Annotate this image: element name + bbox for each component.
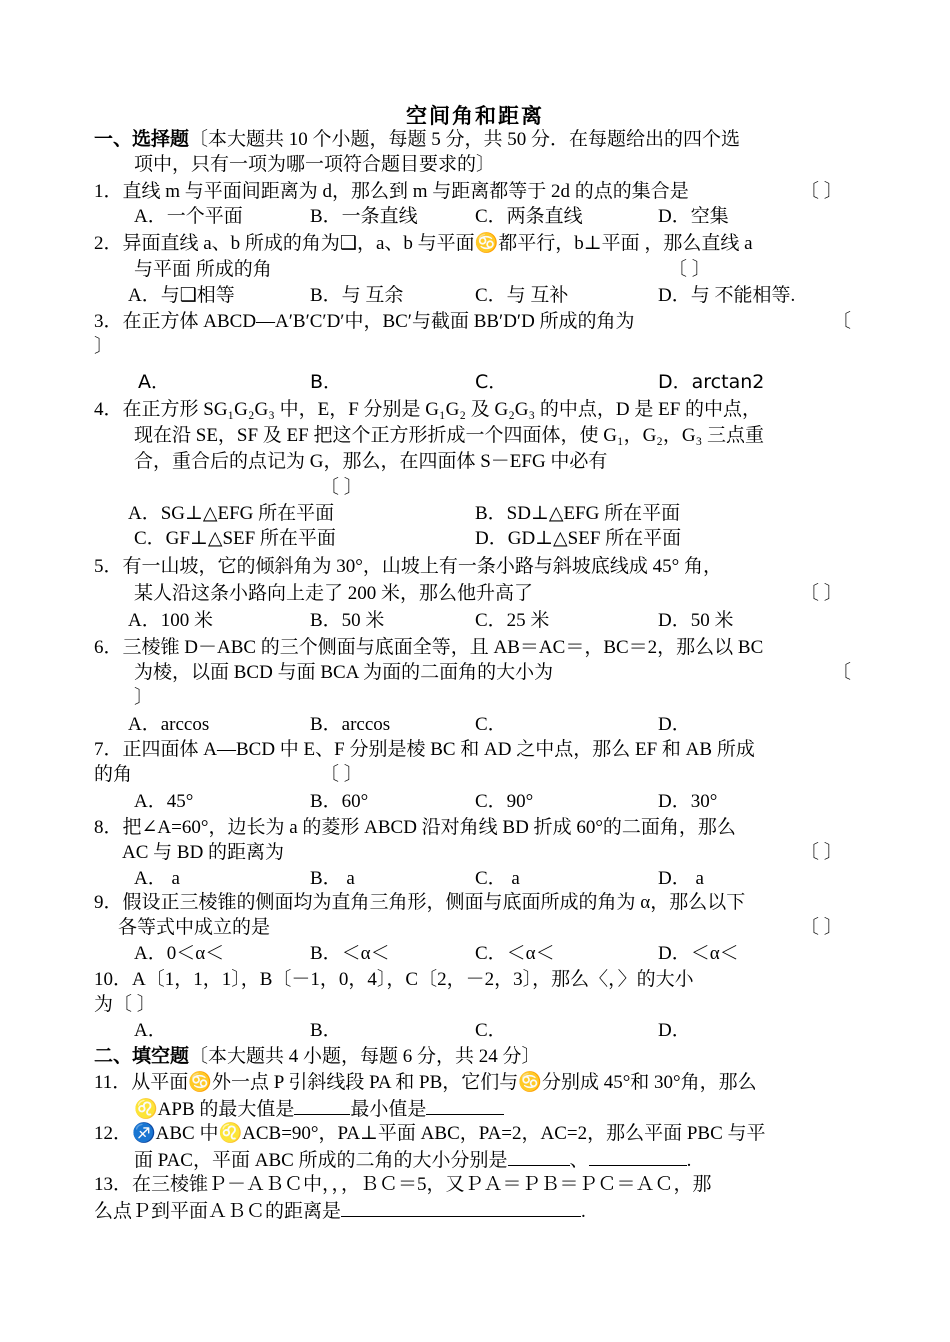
q9-option-a: A．0＜α＜ xyxy=(134,943,225,964)
section-1-desc: 〔本大题共 10 个小题，每题 5 分，共 50 分．在每题给出的四个选 xyxy=(189,129,741,150)
q5-bracket: 〔 〕 xyxy=(800,583,843,604)
q11-text-max: ♌APB 的最大值是 xyxy=(134,1099,295,1120)
q1-bracket: 〔 〕 xyxy=(800,181,843,202)
q12-sep: 、 xyxy=(569,1150,589,1171)
q7-option-d: D．30° xyxy=(658,791,718,812)
q9-line-1: 9．假设正三棱锥的侧面均为直角三角形，侧面与底面所成的角为 α，那么以下 xyxy=(94,892,746,913)
q6-option-a: A．arccos xyxy=(128,714,210,735)
q8-option-d: D． a xyxy=(658,868,704,889)
q8-bracket: 〔 〕 xyxy=(800,842,843,863)
q2-stem-1: 2．异面直线 a、b 所成的角为❑，a、b 与平面♋都平行，b⊥平面 ，那么直线 a xyxy=(94,233,753,254)
q9-option-d: D．＜α＜ xyxy=(658,943,739,964)
q10-line-2: 为〔 〕 xyxy=(94,994,156,1015)
q5-option-c: C．25 米 xyxy=(475,610,550,631)
q4-option-c: C．GF⊥△SEF 所在平面 xyxy=(134,528,336,549)
q5-line-2: 某人沿这条小路向上走了 200 米，那么他升高了 xyxy=(134,583,534,604)
q3-bracket-left: 〔 xyxy=(832,311,852,332)
q7-option-c: C．90° xyxy=(475,791,534,812)
q3-option-b: B． xyxy=(310,371,343,393)
page-title: 空间角和距离 xyxy=(406,104,544,128)
q2-option-d: D．与 不能相等. xyxy=(658,285,796,306)
q1-option-b: B．一条直线 xyxy=(310,206,418,227)
q13-text: 么点Ｐ到平面ＡＢＣ的距离是 xyxy=(94,1201,342,1222)
q7-option-b: B．60° xyxy=(310,791,369,812)
q1-stem: 1．直线 m 与平面间距离为 d，那么到 m 与距离都等于 2d 的点的集合是 xyxy=(94,181,689,202)
q12-end: . xyxy=(686,1150,692,1171)
q13-line-2 xyxy=(94,1198,586,1224)
q4-line-3: 合，重合后的点记为 G，那么，在四面体 S－EFG 中必有 xyxy=(134,451,608,472)
q8-option-a: A． a xyxy=(134,868,180,889)
section-1-desc-2: 项中，只有一项为哪一项符合题目要求的〕 xyxy=(134,154,496,175)
q3-option-a: A． xyxy=(138,371,170,393)
q13-end: . xyxy=(581,1201,586,1222)
section-1-header xyxy=(94,128,740,152)
q3-stem: 3．在正方体 ABCD—A′B′C′D′中，BC′与截面 BB′D′D 所成的角为 xyxy=(94,311,635,332)
q10-option-c: C． xyxy=(475,1020,507,1041)
q5-option-a: A．100 米 xyxy=(128,610,213,631)
q6-option-d: D． xyxy=(658,714,691,735)
q4-bracket: 〔 〕 xyxy=(320,477,363,498)
q10-option-d: D． xyxy=(658,1020,691,1041)
q12-line-2 xyxy=(134,1147,691,1173)
q1-option-d: D．空集 xyxy=(658,206,729,227)
q12-blank-2[interactable] xyxy=(589,1147,687,1166)
q9-option-c: C．＜α＜ xyxy=(475,943,555,964)
q3-option-d: D．arctan2 xyxy=(658,371,765,393)
q2-stem-2: 与平面 所成的角 xyxy=(134,259,272,280)
section-2-desc: 〔本大题共 4 小题，每题 6 分，共 24 分〕 xyxy=(189,1046,541,1067)
q10-line-1: 10．A〔1，1，1〕，B〔－1，0，4〕，C〔2，－2，3〕，那么〈，〉的大小 xyxy=(94,969,694,990)
q1-option-a: A．一个平面 xyxy=(134,206,243,227)
q4-option-a: A．SG⊥△EFG 所在平面 xyxy=(128,503,335,524)
q3-option-c: C． xyxy=(475,371,508,393)
q11-max-blank[interactable] xyxy=(294,1096,350,1115)
section-2-header xyxy=(94,1045,541,1069)
q6-line-2: 为棱，以面 BCD 与面 BCA 为面的二面角的大小为 xyxy=(134,662,554,683)
q5-line-1: 5．有一山坡，它的倾斜角为 30°，山坡上有一条小路与斜坡底线成 45° 角， xyxy=(94,556,722,577)
q4-option-b: B．SD⊥△EFG 所在平面 xyxy=(475,503,681,524)
q1-option-c: C．两条直线 xyxy=(475,206,583,227)
q9-bracket: 〔 〕 xyxy=(800,917,843,938)
q7-line-1: 7．正四面体 A—BCD 中 E、F 分别是棱 BC 和 AD 之中点，那么 EF 和 AB 所成 xyxy=(94,739,755,760)
q13-blank[interactable] xyxy=(341,1198,581,1217)
q10-option-b: B． xyxy=(310,1020,342,1041)
q2-bracket: 〔 〕 xyxy=(668,259,711,280)
q6-line-1: 6．三棱锥 D－ABC 的三个侧面与底面全等，且 AB＝AC＝，BC＝2，那么以 BC xyxy=(94,637,764,658)
q5-option-d: D．50 米 xyxy=(658,610,734,631)
q8-option-b: B． a xyxy=(310,868,355,889)
q7-option-a: A．45° xyxy=(134,791,194,812)
q4-line-2: 现在沿 SE，SF 及 EF 把这个正方形折成一个四面体，使 G₁，G₂，G₃ 三点重 xyxy=(134,425,765,446)
q8-option-c: C． a xyxy=(475,868,520,889)
q4-option-d: D．GD⊥△SEF 所在平面 xyxy=(475,528,682,549)
q8-line-2: AC 与 BD 的距离为 xyxy=(122,842,285,863)
q11-text-min: 最小值是 xyxy=(350,1099,427,1120)
q2-option-a: A．与❑相等 xyxy=(128,285,235,306)
section-1-head: 一、选择题 xyxy=(94,129,190,150)
q6-bracket-left: 〔 xyxy=(832,662,852,683)
q7-bracket: 〔 〕 xyxy=(320,764,363,785)
q7-line-2: 的角 xyxy=(94,764,133,785)
q13-line-1: 13．在三棱锥Ｐ－ＡＢＣ中，，，ＢＣ＝5，又ＰＡ＝ＰＢ＝ＰＣ＝ＡＣ，那 xyxy=(94,1174,712,1195)
q3-bracket-right: 〕 xyxy=(94,336,114,357)
q12-line-1: 12．♐ABC 中♌ACB=90°，PA⊥平面 ABC，PA=2，AC=2，那么平面 PBC 与平 xyxy=(94,1123,766,1144)
q11-line-2 xyxy=(134,1096,504,1122)
q12-blank-1[interactable] xyxy=(508,1147,570,1166)
section-2-head: 二、填空题 xyxy=(94,1046,190,1067)
q5-option-b: B．50 米 xyxy=(310,610,385,631)
q4-line-1: 4．在正方形 SG₁G₂G₃ 中，E，F 分别是 G₁G₂ 及 G₂G₃ 的中点，D 是 EF 的中点， xyxy=(94,399,762,420)
q6-option-b: B．arccos xyxy=(310,714,391,735)
q2-option-c: C．与 互补 xyxy=(475,285,569,306)
q9-option-b: B．＜α＜ xyxy=(310,943,390,964)
q11-line-1: 11．从平面♋外一点 P 引斜线段 PA 和 PB，它们与♋分别成 45°和 30°角，那么 xyxy=(94,1072,757,1093)
q2-option-b: B．与 互余 xyxy=(310,285,404,306)
q9-line-2: 各等式中成立的是 xyxy=(118,917,271,938)
q8-line-1: 8．把∠A=60°，边长为 a 的菱形 ABCD 沿对角线 BD 折成 60°的二面角，那么 xyxy=(94,817,736,838)
q6-option-c: C． xyxy=(475,714,507,735)
q6-bracket-right: 〕 xyxy=(134,687,154,708)
q12-text: 面 PAC，平面 ABC 所成的二角的大小分别是 xyxy=(134,1150,508,1171)
q10-option-a: A． xyxy=(134,1020,167,1041)
q11-min-blank[interactable] xyxy=(426,1096,504,1115)
